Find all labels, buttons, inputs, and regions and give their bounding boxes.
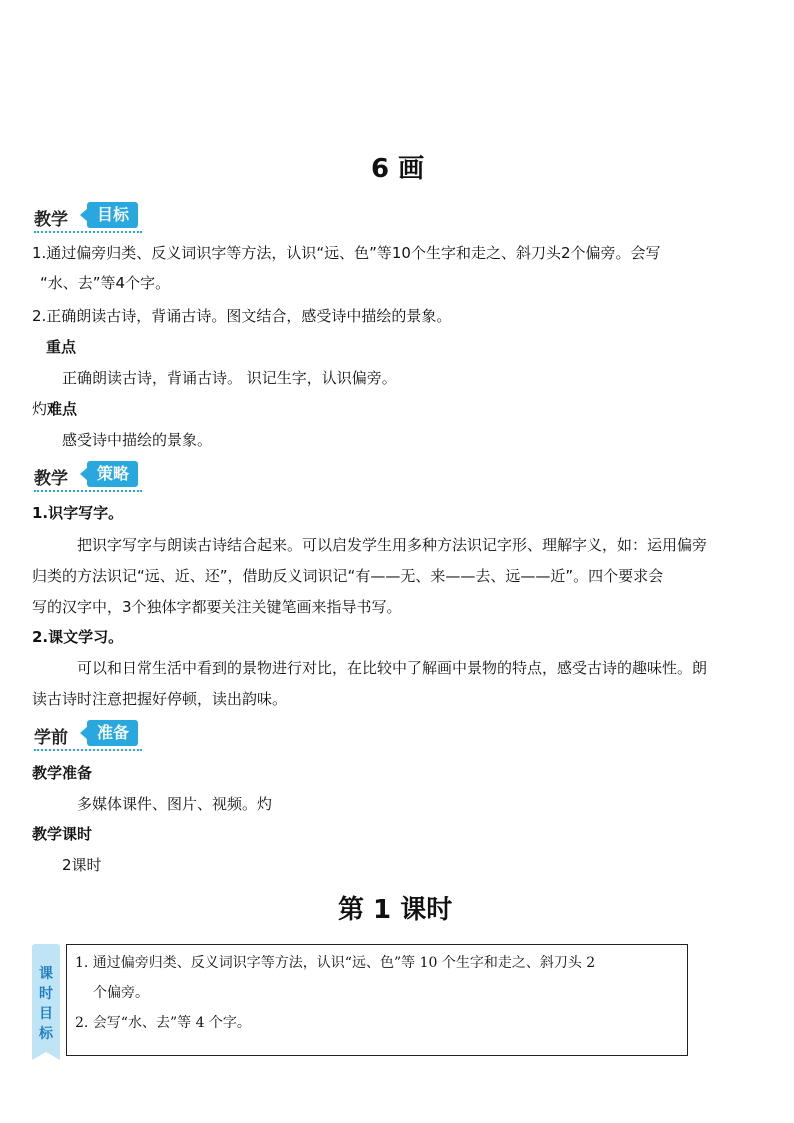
strategy-heading-1: 1.识字写字。 (32, 504, 124, 522)
section-heading-tag: 准备 (87, 720, 138, 746)
section-heading-plain: 学前 (34, 728, 68, 748)
strategy-paragraph-1-line-2: 归类的方法识记“远、近、还”，借助反义词识记“有——无、来——去、远——近”。四个要求会 (32, 567, 664, 585)
difficult-point-text: 感受诗中描绘的景象。 (62, 431, 213, 449)
section-heading-tag: 目标 (87, 202, 138, 228)
lesson-title: 第 1 课时 (338, 895, 453, 925)
lesson-item-1-line-1: 1. 通过偏旁归类、反义词识字等方法，认识“远、色”等 10 个生字和走之、斜刀头 2 (75, 955, 596, 971)
strategy-paragraph-2-line-1: 可以和日常生活中看到的景物进行对比，在比较中了解画中景物的特点，感受古诗的趣味性。朗 (77, 659, 708, 677)
page-title: 6 画 (371, 154, 425, 184)
difficult-prefix: 灼 (32, 400, 48, 418)
lesson-objectives-box (66, 944, 688, 1056)
section-heading-tag: 策略 (87, 461, 138, 487)
strategy-paragraph-2-line-2: 读古诗时注意把握好停顿，读出韵味。 (32, 690, 288, 708)
key-point-text: 正确朗读古诗，背诵古诗。 识记生字，认识偏旁。 (62, 369, 397, 387)
key-point-label: 重点 (46, 338, 77, 356)
dotted-underline (34, 490, 142, 492)
strategy-paragraph-1-line-1: 把识字写字与朗读古诗结合起来。可以启发学生用多种方法识记字形、理解字义，如：运用偏旁 (77, 536, 708, 554)
prep-text-hours: 2课时 (62, 856, 102, 874)
difficult-point-label: 难点 (47, 400, 78, 418)
dotted-underline (34, 749, 142, 751)
strategy-paragraph-1-line-3: 写的汉字中，3个独体字都要关注关键笔画来指导书写。 (32, 598, 402, 616)
lesson-ribbon-label: 课时目标 (39, 966, 53, 1042)
lesson-ribbon (32, 944, 60, 1052)
prep-label-materials: 教学准备 (32, 764, 93, 782)
lesson-item-2: 2. 会写“水、去”等 4 个字。 (75, 1015, 251, 1031)
goal-item-1-line-2: “水、去”等4个字。 (40, 274, 171, 292)
lesson-item-1-line-2: 个偏旁。 (93, 985, 149, 1001)
strategy-heading-2: 2.课文学习。 (32, 628, 124, 646)
difficult-point-heading (32, 399, 77, 419)
dotted-underline (34, 231, 142, 233)
goal-item-2: 2.正确朗读古诗，背诵古诗。图文结合，感受诗中描绘的景象。 (32, 307, 452, 325)
prep-label-hours: 教学课时 (32, 825, 93, 843)
section-heading-plain: 教学 (34, 469, 68, 489)
section-heading-plain: 教学 (34, 210, 68, 230)
prep-text-materials: 多媒体课件、图片、视频。灼 (77, 795, 273, 813)
goal-item-1-line-1: 1.通过偏旁归类、反义词识字等方法，认识“远、色”等10个生字和走之、斜刀头2个偏旁。会写 (32, 244, 661, 262)
